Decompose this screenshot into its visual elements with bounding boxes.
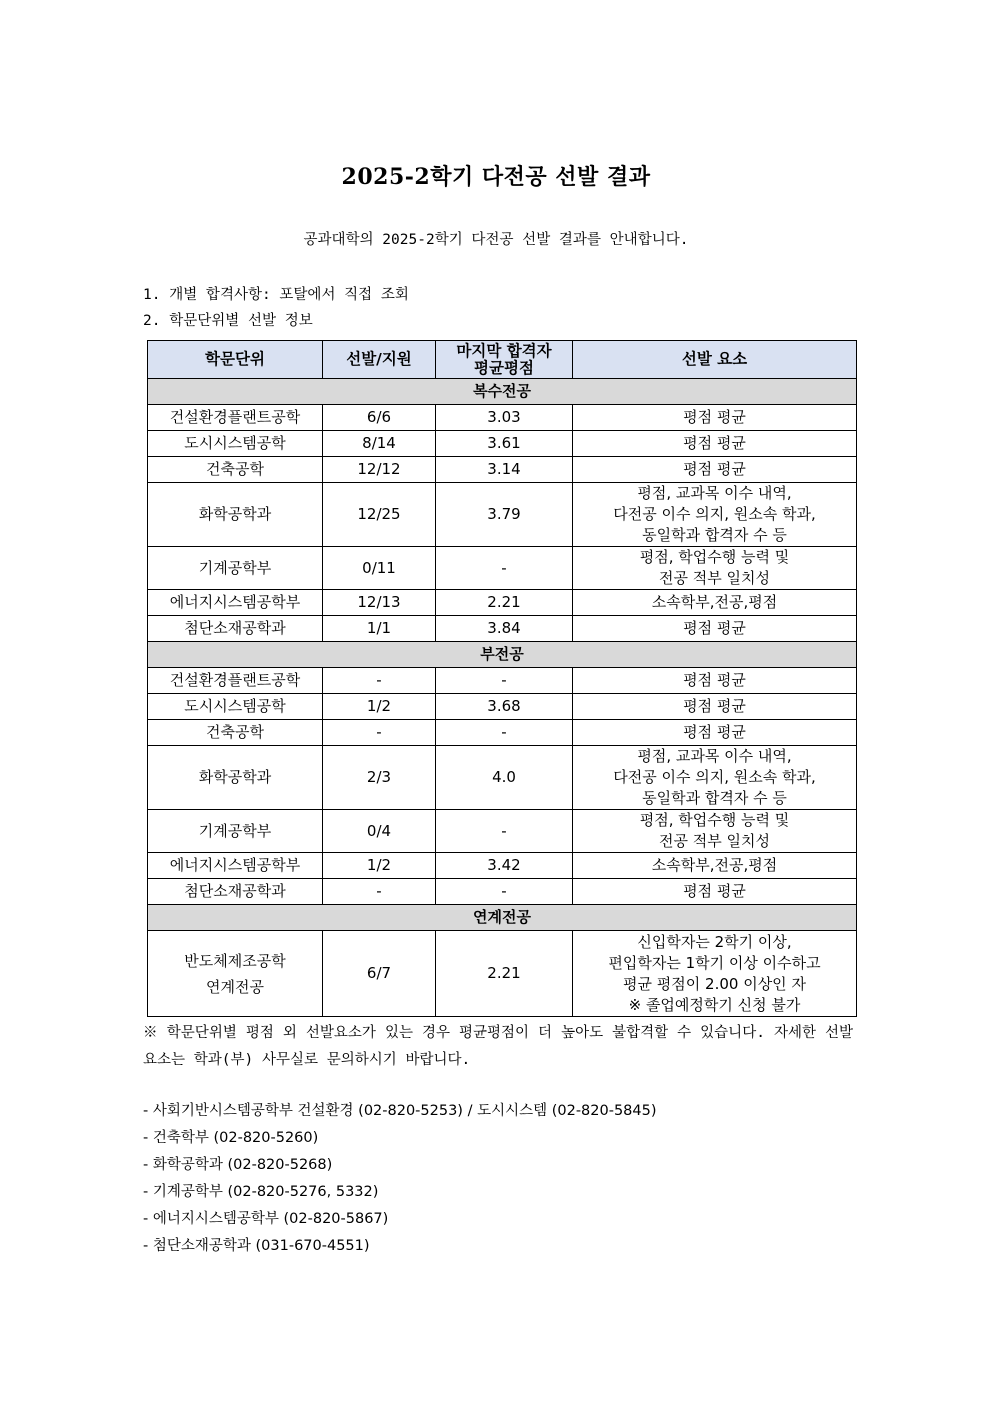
table-row <box>148 616 857 642</box>
cell-ratio: 8/14 <box>323 431 436 457</box>
cell-unit: 건설환경플랜트공학 <box>148 668 323 694</box>
cell-unit: 에너지시스템공학부 <box>148 853 323 879</box>
cell-criteria: 평점 평균 <box>573 694 857 720</box>
cell-gpa: 3.79 <box>436 483 573 547</box>
cell-ratio: 6/7 <box>323 931 436 1017</box>
cell-ratio: 0/11 <box>323 547 436 590</box>
cell-gpa: - <box>436 810 573 853</box>
contact-item: - 사회기반시스템공학부 건설환경 (02-820-5253) / 도시시스템 (02-820-5845) <box>143 1103 657 1119</box>
section-title: 부전공 <box>148 642 857 668</box>
cell-unit: 건축공학 <box>148 457 323 483</box>
cell-unit: 에너지시스템공학부 <box>148 590 323 616</box>
cell-gpa: - <box>436 668 573 694</box>
cell-ratio: 1/1 <box>323 616 436 642</box>
cell-criteria: 평점 평균 <box>573 668 857 694</box>
cell-criteria: 소속학부,전공,평점 <box>573 590 857 616</box>
table-row <box>148 483 857 547</box>
table-row <box>148 431 857 457</box>
table-row <box>148 931 857 1017</box>
table-row <box>148 746 857 810</box>
contact-item: - 기계공학부 (02-820-5276, 5332) <box>143 1184 379 1200</box>
intro-text: 공과대학의 2025-2학기 다전공 선발 결과를 안내합니다. <box>303 232 689 248</box>
note-text: ※ 학문단위별 평점 외 선발요소가 있는 경우 평균평점이 더 높아도 불합격할 수 있습니다. 자세한 선발 요소는 학과(부) 사무실로 문의하시기 바랍니다. <box>143 1025 853 1068</box>
cell-gpa: 3.42 <box>436 853 573 879</box>
cell-ratio: 1/2 <box>323 853 436 879</box>
cell-ratio: - <box>323 879 436 905</box>
item-individual-result: 1. 개별 합격사항: 포탈에서 직접 조회 <box>143 287 409 303</box>
table-row <box>148 547 857 590</box>
cell-ratio: 0/4 <box>323 810 436 853</box>
cell-gpa: 3.14 <box>436 457 573 483</box>
header-ratio: 선발/지원 <box>323 341 436 379</box>
page-title: 2025-2학기 다전공 선발 결과 <box>341 164 651 190</box>
section-row <box>148 379 857 405</box>
cell-criteria: 평점, 교과목 이수 내역, 다전공 이수 의지, 원소속 학과, 동일학과 합격자 수 등 <box>573 746 857 810</box>
cell-gpa: - <box>436 720 573 746</box>
cell-unit: 기계공학부 <box>148 810 323 853</box>
cell-criteria: 평점 평균 <box>573 405 857 431</box>
cell-gpa: - <box>436 879 573 905</box>
cell-unit: 건설환경플랜트공학 <box>148 405 323 431</box>
cell-ratio: 12/12 <box>323 457 436 483</box>
cell-gpa: 3.61 <box>436 431 573 457</box>
cell-ratio: - <box>323 668 436 694</box>
cell-unit: 도시시스템공학 <box>148 694 323 720</box>
header-unit: 학문단위 <box>148 341 323 379</box>
cell-ratio: 2/3 <box>323 746 436 810</box>
item-unit-info: 2. 학문단위별 선발 정보 <box>143 313 313 329</box>
table-row <box>148 853 857 879</box>
contact-list <box>143 1098 657 1260</box>
cell-criteria: 신입학자는 2학기 이상, 편입학자는 1학기 이상 이수하고 평균 평점이 2.00 이상인 자 ※ 졸업예정학기 신청 불가 <box>573 931 857 1017</box>
table-row <box>148 405 857 431</box>
cell-criteria: 평점 평균 <box>573 720 857 746</box>
table-row <box>148 879 857 905</box>
cell-unit: 첨단소재공학과 <box>148 616 323 642</box>
table-row <box>148 720 857 746</box>
section-row <box>148 905 857 931</box>
cell-gpa: 3.84 <box>436 616 573 642</box>
table-row <box>148 694 857 720</box>
cell-gpa: 3.03 <box>436 405 573 431</box>
cell-unit: 기계공학부 <box>148 547 323 590</box>
contact-item: - 첨단소재공학과 (031-670-4551) <box>143 1238 370 1254</box>
section-title: 복수전공 <box>148 379 857 405</box>
cell-criteria: 평점 평균 <box>573 457 857 483</box>
header-gpa: 마지막 합격자 평균평점 <box>436 341 573 379</box>
cell-criteria: 평점, 교과목 이수 내역, 다전공 이수 의지, 원소속 학과, 동일학과 합격자 수 등 <box>573 483 857 547</box>
cell-ratio: 12/13 <box>323 590 436 616</box>
cell-gpa: 2.21 <box>436 931 573 1017</box>
cell-unit: 화학공학과 <box>148 746 323 810</box>
cell-unit: 반도체제조공학 연계전공 <box>148 931 323 1017</box>
cell-ratio: 12/25 <box>323 483 436 547</box>
cell-gpa: 4.0 <box>436 746 573 810</box>
cell-criteria: 평점, 학업수행 능력 및 전공 적부 일치성 <box>573 810 857 853</box>
section-row <box>148 642 857 668</box>
cell-ratio: 6/6 <box>323 405 436 431</box>
cell-criteria: 평점 평균 <box>573 431 857 457</box>
cell-unit: 첨단소재공학과 <box>148 879 323 905</box>
table-row <box>148 457 857 483</box>
cell-unit: 도시시스템공학 <box>148 431 323 457</box>
contact-item: - 에너지시스템공학부 (02-820-5867) <box>143 1211 389 1227</box>
table-row <box>148 668 857 694</box>
cell-criteria: 평점 평균 <box>573 616 857 642</box>
cell-criteria: 평점, 학업수행 능력 및 전공 적부 일치성 <box>573 547 857 590</box>
cell-ratio: - <box>323 720 436 746</box>
cell-gpa: - <box>436 547 573 590</box>
cell-criteria: 평점 평균 <box>573 879 857 905</box>
cell-unit: 화학공학과 <box>148 483 323 547</box>
cell-gpa: 3.68 <box>436 694 573 720</box>
table-header-row <box>148 341 857 379</box>
cell-criteria: 소속학부,전공,평점 <box>573 853 857 879</box>
table-row <box>148 810 857 853</box>
header-criteria: 선발 요소 <box>573 341 857 379</box>
table-row <box>148 590 857 616</box>
selection-table <box>147 340 857 1017</box>
section-title: 연계전공 <box>148 905 857 931</box>
contact-item: - 화학공학과 (02-820-5268) <box>143 1157 333 1173</box>
cell-ratio: 1/2 <box>323 694 436 720</box>
cell-unit: 건축공학 <box>148 720 323 746</box>
contact-item: - 건축학부 (02-820-5260) <box>143 1130 319 1146</box>
cell-gpa: 2.21 <box>436 590 573 616</box>
